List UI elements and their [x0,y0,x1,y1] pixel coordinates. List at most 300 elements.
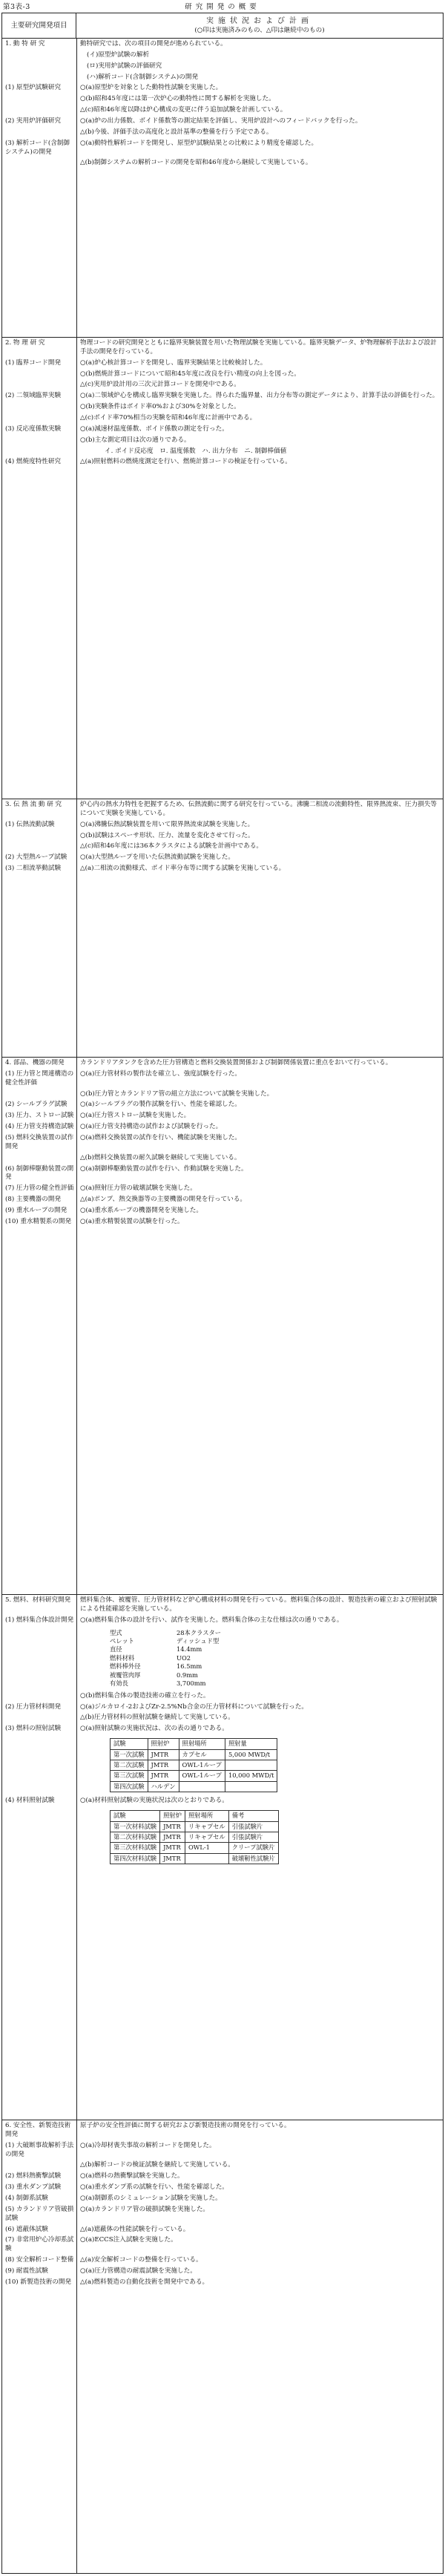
item-detail [76,2182,443,2193]
item-label [2,841,76,852]
irradiation-table-cell [225,1760,277,1770]
item-label: (6) 遮蔽体試験 [5,2225,48,2233]
status-marker: ○(b) [80,1691,95,1700]
irradiation-table-header: 照射場所 [185,1811,229,1821]
table-row [2,2120,443,2140]
spec-value: 0.9mm [177,1671,198,1679]
section-4 [2,1057,443,1228]
status-marker: ○(a) [80,1207,95,1215]
status-marker: ○(a) [80,1217,95,1225]
item-detail [76,105,443,116]
section-2 [2,337,443,468]
table-row [2,1806,443,1867]
item-detail [76,138,443,158]
item-detail [76,1164,443,1184]
irradiation-table-cell: JMTR [160,1821,185,1832]
item-label: (2) 二領域臨界実験 [5,392,62,400]
status-marker: △(b) [80,1714,94,1722]
status-marker: ○(b) [80,831,95,839]
detail-text: 減速材温度係数、ボイド係数の測定を行った。 [94,425,228,433]
detail-text: 圧力管ストロー試験を実施した。 [94,1112,191,1120]
table-row [2,799,443,819]
detail-text: 炉心内の熱水力特性を把握するため、伝熱流動に関する研究を行っている。沸騰二相流の流動特性、限界熱流束、圧力損失等について実験を実施している。 [80,801,437,817]
table-row [2,1702,443,1713]
irradiation-table-cell: 5,000 MWD/t [225,1749,277,1760]
irradiation-table-cell [225,1781,277,1792]
item-label [2,105,76,116]
item-label: (3) 二相流挙動試験 [5,865,62,873]
item-detail [76,1099,443,1110]
table-row [2,1615,443,1626]
irradiation-table-cell: JMTR [148,1760,179,1770]
item-label: (3) 重水ダンプ試験 [5,2183,62,2192]
detail-text: 燃料集合体の設計を行い、試作を実施した。燃料集合体の主な仕様は次の通りである。 [94,1616,343,1624]
table-row [2,446,443,457]
table-row [2,1110,443,1121]
status-marker: △(a) [80,2278,94,2286]
item-detail [76,2120,443,2140]
status-marker: ○(a) [80,1184,95,1193]
irradiation-table-cell: JMTR [148,1771,179,1781]
detail-text: 解析コードの検証試験を継続して実施している。 [93,2161,234,2169]
table-row [2,50,443,61]
irradiation-table-row [111,1781,277,1792]
detail-text: 燃料集合体、被覆管、圧力管材料など炉心構成材料の開発を行っている。燃料集合体の設計、製造技術の確立および照射試験による性能確認を実施している。 [80,1596,438,1613]
item-label [2,446,76,457]
table-row [2,72,443,83]
spec-value: 28本クラスター [177,1628,222,1636]
irradiation-table-cell: カプセル [179,1749,225,1760]
item-label [2,1153,76,1164]
detail-text: 昭和45年度には第一次炉心の動特性に関する解析を実施した。 [94,95,275,103]
status-marker: ○(a) [80,425,95,433]
detail-text: 重水精製装置の試験を行った。 [94,1217,184,1225]
detail-text: 冷却材喪失事故の解析コードを開発した。 [94,2141,216,2149]
item-label [2,402,76,413]
item-detail [76,50,443,61]
irradiation-table-header: 備考 [228,1811,278,1821]
item-detail [76,413,443,424]
detail-text: 実用炉設計用の三次元計算コードを開発中である。 [93,381,240,389]
status-marker: △(c) [80,381,94,389]
item-label: (8) 主要機器の開発 [5,1196,62,1204]
spec-key: 燃料材料 [110,1654,135,1662]
detail-text: 圧力管材料の製作法を確立し、強度試験を行った。 [94,1069,241,1078]
detail-text: 燃料の熱衝撃試験を実施した。 [94,2172,184,2180]
item-detail [76,1194,443,1205]
table-row [2,1216,443,1228]
irradiation-table [110,1738,277,1792]
table-row [2,1691,443,1702]
item-label: (4) 制御系試験 [5,2195,48,2203]
table-row [2,1723,443,1734]
table-row [2,94,443,105]
item-detail [76,830,443,842]
item-label [2,1626,76,1691]
header-status-title: 実施状況および計画 [206,17,313,25]
status-marker: ○(b) [80,436,95,444]
item-detail [76,2224,443,2235]
table-row [2,390,443,402]
table-row [2,1099,443,1110]
status-marker: △(b) [80,128,94,136]
item-detail [76,1723,443,1734]
item-label: (1) 伝熱流動試験 [5,820,55,828]
status-marker: ○(a) [80,820,95,828]
item-label [2,157,76,168]
item-detail [76,2140,443,2160]
item-detail [76,2171,443,2182]
item-detail [76,1153,443,1164]
status-marker: ○(b) [80,403,95,411]
section-6 [2,2120,443,2288]
status-marker: ○(a) [80,1069,95,1078]
table-row [2,1058,443,1069]
irradiation-table-header: 照射場所 [179,1739,225,1749]
item-label [2,1712,76,1723]
item-label: (10) 重水精製系の開発 [5,1217,72,1225]
table-row [2,402,443,413]
item-label: 3. 伝 熱 流 動 研 究 [5,801,62,808]
detail-text: 圧力管とカランドリア管の組立方法について試験を実施した。 [94,1089,274,1098]
item-label: 1. 動 特 研 究 [5,40,45,47]
detail-text: ボイド率70%相当の実験を昭和46年度に計画中である。 [93,414,257,422]
item-label [2,1734,76,1795]
detail-text: 動特研究では、次の項目の開発が進められている。 [80,40,227,47]
detail-text: 主な測定項目は次の通りである。 [94,436,191,444]
irradiation-table-header: 照射炉 [148,1739,179,1749]
detail-text: 動特性解析コードを開発し、原型炉試験結果との比較により精度を確認した。 [94,139,318,147]
item-label: (1) 燃料集合体設計開発 [5,1616,74,1624]
detail-text: 燃料集合体の製造技術の確立を行った。 [94,1691,210,1700]
overview-table [1,13,444,2574]
irradiation-table-header: 試験 [111,1739,148,1749]
spec-key: 型式 [110,1628,122,1636]
irradiation-table-cell [179,1781,225,1792]
status-marker: △(c) [80,106,94,114]
spec-key: 燃料棒外径 [110,1662,141,1671]
item-detail [76,2255,443,2266]
item-detail [76,1734,443,1795]
status-marker: △(a) [80,458,94,466]
detail-text: 大型熱ループを用いた伝熱流動試験を実施した。 [94,853,234,862]
item-detail [76,1069,443,1089]
table-row [2,379,443,390]
item-label: (7) 圧力管の健全性評価 [5,1184,74,1193]
detail-text: 物理コードの研究開発とともに臨界実験装置を用いた物理試験を実施している。臨界実験データ、炉物理解析手法および設計手法の開発を行っている。 [80,339,437,355]
table-row [2,82,443,94]
item-detail [76,841,443,852]
status-marker: ○(a) [80,1164,95,1173]
status-marker: ○(a) [80,2267,95,2275]
item-detail [76,2266,443,2277]
spec-line [110,1662,440,1671]
section-5 [2,1594,443,1867]
spec-line [110,1654,440,1662]
detail-text: シールプラグの製作試験を行い、性能を確認した。 [94,1101,241,1109]
detail-text: 原子炉の安全性評価に関する研究および新製造技術の開発を行っている。 [80,2122,291,2129]
item-detail [76,1183,443,1194]
status-marker: ○(a) [80,1123,95,1131]
item-detail [76,819,443,830]
detail-text: 原型炉試験の解析 [98,50,150,59]
detail-text: 遮蔽体の性能試験を行っている。 [93,2225,190,2233]
table-row [2,1164,443,1184]
table-row [2,2255,443,2266]
status-marker: △(a) [80,1196,94,1204]
item-detail [76,338,443,358]
item-label: 6. 安全性、新製造技術開発 [5,2122,71,2138]
item-label: (5) カランドリア管破損試験 [5,2205,74,2222]
status-marker: ○(a) [80,1702,95,1711]
item-detail [76,2160,443,2171]
irradiation-table-header: 試験 [111,1811,160,1821]
item-detail [76,82,443,94]
item-label: 4. 部品、機器の開発 [5,1059,65,1066]
table-row [2,2277,443,2288]
irradiation-table-header: 照射炉 [160,1811,185,1821]
table-number: 第3表-3 [3,3,30,11]
table-row [2,456,443,468]
irradiation-table-cell: 第一次材料試験 [111,1821,160,1832]
detail-text: 二領域炉心を構成し臨界実験を実施した。得られた臨界量、出力分布等の測定データにより、計算手法の評価を行った。 [94,392,439,400]
detail-text: 照射試験の実施状況は、次の表の通りである。 [94,1725,228,1733]
table-row [2,138,443,158]
irradiation-table-cell: JMTR [148,1749,179,1760]
detail-text: 二相流の流動様式、ボイド率分布等に関する試験を実施している。 [93,865,286,873]
table-row [2,1626,443,1691]
table-row [2,2182,443,2193]
table-row [2,116,443,127]
detail-text: 重水ダンプ系の試験を行い、性能を確認した。 [94,2183,228,2192]
detail-text: 昭和46年度には36本クラスタによる試験を計画中である。 [93,842,263,851]
irradiation-table-cell: 引張試験片 [228,1821,278,1832]
irradiation-table-row [111,1832,279,1843]
detail-text: 重水系ループの機器開発を実施した。 [94,1207,202,1215]
irradiation-table-cell: JMTR [160,1853,185,1864]
spec-value: 16.5mm [177,1662,202,1671]
item-label [2,61,76,72]
status-marker: ○(a) [80,2236,95,2244]
item-label [2,1089,76,1100]
status-marker: ○(a) [80,1134,95,1142]
item-label: (9) 重水ループの開発 [5,1207,67,1215]
item-detail [76,1795,443,1806]
table-row [2,2193,443,2204]
table-row [2,1712,443,1723]
table-row [2,157,443,168]
table-row [2,1595,443,1615]
item-label: (7) 非常用炉心冷却系試験 [5,2236,74,2253]
table-row [2,2204,443,2224]
detail-text: 実用炉試験の評価研究 [98,62,162,70]
detail-text: 安全解析コードの整備を行っている。 [93,2256,202,2264]
section-3 [2,799,443,874]
irradiation-table-cell: 第二次材料試験 [111,1832,160,1843]
item-detail [76,127,443,138]
item-label: (8) 安全解析コード整備 [5,2256,74,2264]
spec-line [110,1629,440,1637]
status-marker: ○(a) [80,2205,95,2213]
spec-line [110,1637,440,1645]
item-detail [76,379,443,390]
irradiation-table-row [111,1749,277,1760]
table-row [2,1121,443,1133]
item-detail [76,402,443,413]
spec-key: 被覆管肉厚 [110,1671,141,1679]
status-marker: ○(a) [80,2172,95,2180]
item-label: (3) 反応度係数実験 [5,425,62,433]
table-row [2,2140,443,2160]
detail-text: 燃料交換装置の耐久試験を継続して実施している。 [93,1153,241,1161]
table-row [2,830,443,842]
spec-line [110,1671,440,1679]
item-detail [76,1058,443,1069]
table-row [2,61,443,72]
spec-key: 直径 [110,1645,122,1654]
table-row [2,127,443,138]
detail-text: カランドリアタンクを含めた圧力管構造と燃料交換装置関係および制御関係装置に重点をおいて行っている。 [80,1059,392,1066]
status-marker: ○(a) [80,358,95,367]
item-label: (1) 大破断事故解析手法の開発 [5,2141,74,2158]
table-header [2,13,443,39]
item-label: (2) 大型熱ループ試験 [5,853,67,862]
detail-text: 照射燃料の燃焼度測定を行い、燃焼計算コードの検証を行っている。 [93,458,291,466]
irradiation-table-cell: JMTR [160,1843,185,1853]
status-marker: △(b) [80,1153,94,1161]
item-label [2,369,76,380]
spec-line [110,1645,440,1654]
irradiation-table-header: 照射量 [225,1739,277,1749]
item-label: (2) 燃料熱衝撃試験 [5,2172,62,2180]
irradiation-table-cell: リキャプセル [185,1832,229,1843]
detail-text: 炉の出力係数、ボイド係数等の測定結果を評価し、実用炉設計へのフィードバックを行った。 [94,117,362,125]
status-marker: ○(b) [80,1089,95,1098]
item-detail [76,1205,443,1216]
item-detail [76,390,443,402]
detail-text: 解析コード(含制御システム)の開発 [98,73,199,81]
item-label [2,435,76,446]
item-label [2,50,76,61]
item-label: (6) 制御棒駆動装置の開発 [5,1164,74,1182]
item-label [2,379,76,390]
item-detail [76,1712,443,1723]
spec-key: ペレット [110,1637,135,1645]
item-detail [76,2235,443,2255]
detail-text: カランドリア管の破損試験を実施した。 [94,2205,210,2213]
table-row [2,105,443,116]
item-label: (3) 解析コード(含制御システム)の開発 [5,139,70,156]
status-marker: ○(a) [80,2141,95,2149]
irradiation-table-cell: 引張試験片 [228,1832,278,1843]
item-label: 5. 燃料、材料研究開発 [5,1596,71,1604]
detail-text: 燃料交換装置の試作を行い、機能試験を実施した。 [94,1134,241,1142]
item-label: (4) 圧力管支持構造試験 [5,1123,74,1131]
item-detail [76,1089,443,1100]
table-row [2,2235,443,2255]
item-label: (5) 燃料交換装置の試作開発 [5,1134,74,1150]
table-row [2,1194,443,1205]
status-marker: ○(a) [80,2183,95,2192]
status-marker: (イ) [87,50,99,59]
table-row [2,863,443,874]
spec-value: ディッシュド型 [177,1637,220,1645]
detail-text: 炉心核計算コードを開発し、臨界実験結果と比較検討した。 [94,358,267,367]
irradiation-table [110,1810,279,1864]
irradiation-table-row [111,1760,277,1770]
item-label: (2) 圧力管材料開発 [5,1702,62,1711]
irradiation-table-cell: リキャプセル [185,1821,229,1832]
item-label: (1) 原型炉試験研究 [5,84,62,92]
irradiation-table-cell: 第四次材料試験 [111,1853,160,1864]
irradiation-table-cell: 破壊靭性試験片 [228,1853,278,1864]
table-row [2,852,443,863]
item-label: (4) 材料照射試験 [5,1797,55,1805]
item-detail [76,446,443,457]
detail-text: 原型炉を対象とした動特性試験を実施した。 [94,84,222,92]
detail-text: 制御系のシミュレーション試験を実施した。 [94,2195,222,2203]
table-row [2,819,443,830]
detail-text: ECCS注入試験を実施した。 [94,2236,177,2244]
irradiation-table-cell: 第一次試験 [111,1749,148,1760]
item-label [2,127,76,138]
table-row [2,435,443,446]
item-label: (4) 燃焼度特性研究 [5,458,62,466]
detail-text: 試験はスペーサ形状、圧力、流量を変化させて行った。 [94,831,254,839]
detail-text: 制御システムの解析コードの開発を昭和46年度から継続して実施している。 [93,159,312,167]
item-label: (2) 実用炉評価研究 [5,117,62,125]
item-label: (9) 耐震性試験 [5,2267,48,2275]
item-detail [76,157,443,168]
spec-value: UO2 [177,1654,191,1662]
table-row [2,424,443,435]
item-detail [76,456,443,468]
detail-text: 燃料製造の自動化技術を開発中である。 [93,2278,209,2286]
item-detail [76,2204,443,2224]
irradiation-table-cell: ハルデン [148,1781,179,1792]
detail-text: 圧力管材料の照射試験を継続して実施している。 [93,1714,234,1722]
item-detail [76,799,443,819]
status-marker: △(c) [80,842,94,851]
header-status-note: (○印は実施済みのもの、△印は継続中のもの) [194,26,325,34]
status-marker: ○(a) [80,853,95,862]
table-row [2,1089,443,1100]
item-detail [76,72,443,83]
table-row [2,1795,443,1806]
item-detail [76,1216,443,1228]
status-marker: ○(a) [80,1112,95,1120]
detail-text: ポンプ、熱交換器等の主要機器の開発を行っている。 [93,1196,247,1204]
item-detail [76,1121,443,1133]
table-row [2,2266,443,2277]
item-detail [76,2193,443,2204]
irradiation-table-cell: JMTR [160,1832,185,1843]
status-marker: ○(a) [80,1101,95,1109]
item-label: (10) 新製造技術の開発 [5,2278,72,2286]
section-1 [2,39,443,168]
table-row [2,1069,443,1089]
header-status [76,13,443,38]
item-detail [76,369,443,380]
status-marker: △(a) [80,865,94,873]
irradiation-table-cell: 第二次試験 [111,1760,148,1770]
item-label [2,1691,76,1702]
status-marker: △(a) [80,2256,94,2264]
detail-text: 圧力管支持構造の試作および試験を行った。 [94,1123,222,1131]
item-detail [76,116,443,127]
detail-text: 材料照射試験の実施状況は次のとおりである。 [94,1797,228,1805]
table-title: 研究開発の概要 [185,3,260,11]
